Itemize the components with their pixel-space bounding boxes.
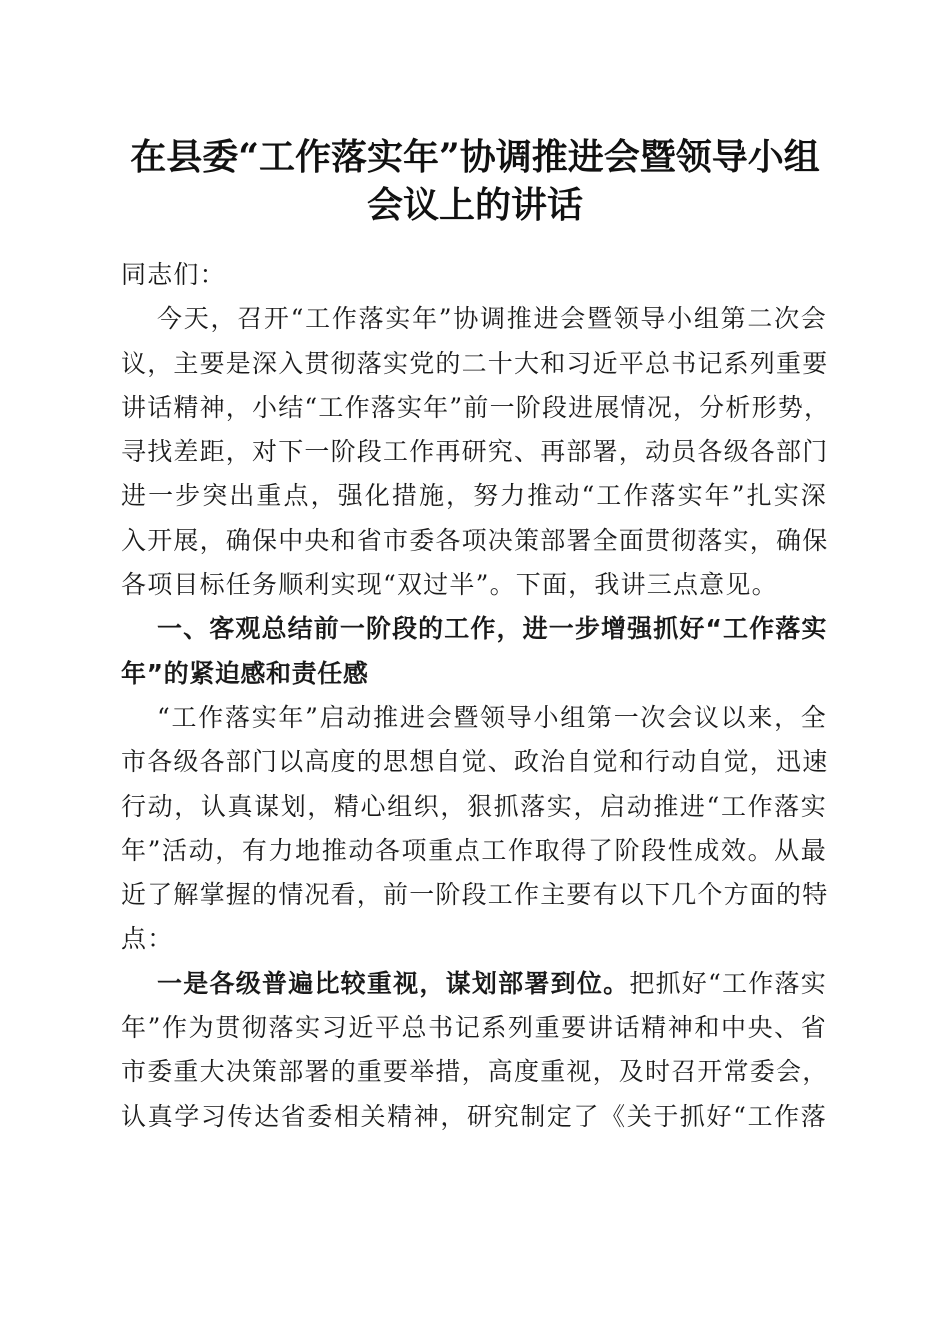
intro-line: 进一步突出重点，强化措施，努力推动“工作落实年”扎实深 bbox=[121, 481, 827, 511]
point-one-line: 市委重大决策部署的重要举措，高度重视，及时召开常委会， bbox=[121, 1057, 829, 1087]
point-one-first-line bbox=[121, 962, 827, 1006]
intro-line: 各项目标任务顺利实现“双过半”。下面，我讲三点意见。 bbox=[121, 570, 778, 600]
intro-line: 议，主要是深入贯彻落实党的二十大和习近平总书记系列重要 bbox=[121, 348, 829, 378]
point-one-line: 年”作为贯彻落实习近平总书记系列重要讲话精神和中央、省 bbox=[121, 1013, 827, 1043]
document-title bbox=[100, 133, 850, 229]
section-heading-line: 一、客观总结前一阶段的工作，进一步增强抓好“工作落实 bbox=[157, 614, 827, 644]
title-line-2: 会议上的讲话 bbox=[366, 184, 583, 226]
point-one-lead: 一是各级普遍比较重视，谋划部署到位。 bbox=[157, 968, 630, 998]
intro-line: 讲话精神，小结“工作落实年”前一阶段进展情况，分析形势， bbox=[121, 392, 831, 422]
section-para-line: 行动，认真谋划，精心组织，狠抓落实，启动推进“工作落实 bbox=[121, 791, 827, 821]
title-line-1: 在县委“工作落实年”协调推进会暨领导小组 bbox=[130, 136, 820, 178]
salutation: 同志们： bbox=[121, 260, 226, 289]
section-para-line: 市各级各部门以高度的思想自觉、政治自觉和行动自觉，迅速 bbox=[121, 747, 829, 777]
section-heading-line: 年”的紧迫感和责任感 bbox=[121, 658, 369, 688]
intro-line: 入开展，确保中央和省市委各项决策部署全面贯彻落实，确保 bbox=[121, 525, 829, 555]
intro-line: 寻找差距，对下一阶段工作再研究、再部署，动员各级各部门 bbox=[121, 437, 829, 467]
section-para-line: 近了解掌握的情况看，前一阶段工作主要有以下几个方面的特 bbox=[121, 880, 829, 910]
point-one-line: 认真学习传达省委相关精神，研究制定了《关于抓好“工作落 bbox=[121, 1101, 827, 1131]
section-para-line: “工作落实年”启动推进会暨领导小组第一次会议以来，全 bbox=[157, 702, 827, 732]
section-para-line: 年”活动，有力地推动各项重点工作取得了阶段性成效。从最 bbox=[121, 835, 827, 865]
section-para-line: 点： bbox=[121, 924, 174, 954]
point-one-rest: 把抓好“工作落实 bbox=[629, 968, 827, 998]
document-body bbox=[121, 253, 831, 1139]
intro-line: 今天，召开“工作落实年”协调推进会暨领导小组第二次会 bbox=[157, 304, 827, 334]
